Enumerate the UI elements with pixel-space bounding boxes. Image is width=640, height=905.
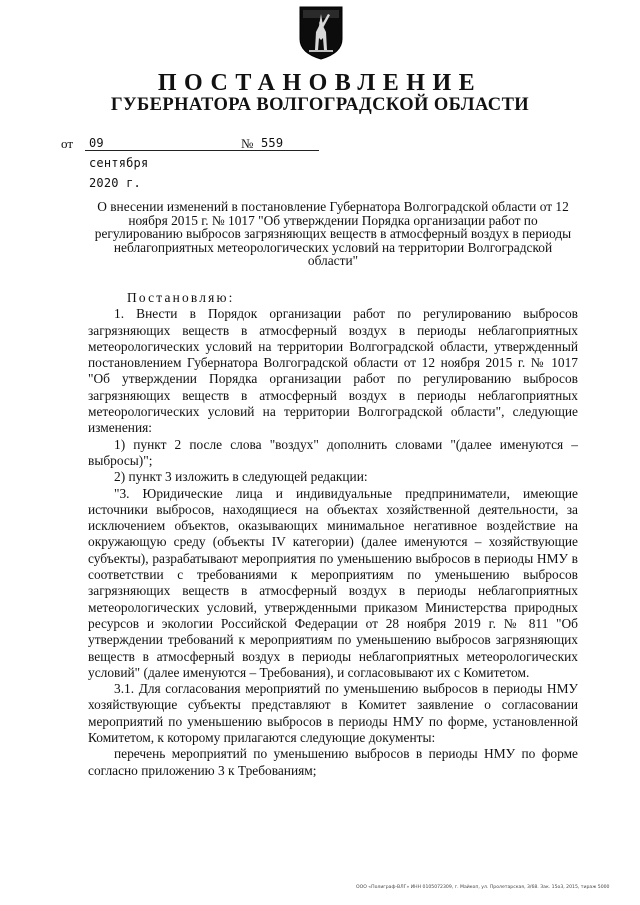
number-underline [257,150,319,151]
document-body [88,290,578,779]
paragraph-6: перечень мероприятий по уменьшению выбросов в периоды НМУ по форме согласно приложению 3 к Требованиям; [88,746,578,778]
intro-line: Постановляю: [127,290,235,305]
volgograd-coat-of-arms-icon [299,6,343,60]
date-value: 09 сентября 2020 г. [89,136,149,190]
paragraph-1: 1. Внести в Порядок организации работ по регулированию выбросов загрязняющих веществ в атмосферный воздух в периоды неблагоприятных метеорологических условий на территории Волгоградской области, утвержденный постановлением Губернатора Волгоградской области от 12 ноября 2015 г. № 1017 "Об утверждении Порядка организации работ по регулированию выбросов загрязняющих веществ в атмосферный воздух в периоды неблагоприятных метеорологических условий на территории Волгоградской области", следующие изменения: [88,306,578,436]
number-value: 559 [261,136,284,150]
paragraph-2: 1) пункт 2 после слова "воздух" дополнить словами "(далее именуются – выбросы)"; [88,436,578,468]
document-subtitle: ГУБЕРНАТОРА ВОЛГОГРАДСКОЙ ОБЛАСТИ [110,95,530,115]
paragraph-4: "3. Юридические лица и индивидуальные предприниматели, имеющие источники выбросов, находящиеся на объектах хозяйственной деятельности, за исключением объектов, оказывающих минимальное негативное воздействие на окружающую среду (объекты IV категории) (далее именуются – хозяйствующие субъекты), разрабатывают мероприятия по уменьшению выбросов в периоды НМУ в соответствии с требованиями к мероприятиям по уменьшению выбросов загрязняющих веществ в атмосферный воздух в периоды неблагоприятных метеорологических условий, утвержденными приказом Министерства природных ресурсов и экологии Российской Федерации от 28 ноября 2019 г. № 811 "Об утверждении требований к мероприятиям по уменьшению выбросов загрязняющих веществ в атмосферный воздух в периоды неблагоприятных метеорологических условий" (далее именуются – Требования), и согласовывают их с Комитетом. [88,485,578,680]
date-underline [85,150,285,151]
paragraph-3: 2) пункт 3 изложить в следующей редакции: [114,469,368,485]
document-subject: О внесении изменений в постановление Губернатора Волгоградской области от 12 ноября 2015 г. № 1017 "Об утверждении Порядка организации работ по регулированию выбросов загрязняющих веществ в атмосферный воздух в периоды неблагоприятных метеорологических условий на территории Волгоградской области" [94,199,572,269]
printer-footer: ООО «Полиграф-ВЛГ» ИНН 0105072309, г. Майкоп, ул. Пролетарская, 3/68. Зак. 15о3, 2015, тираж 5000 [356,885,610,890]
paragraph-5: 3.1. Для согласования мероприятий по уменьшению выбросов в периоды НМУ хозяйствующие субъекты представляют в Комитет заявление о согласовании мероприятий по уменьшению выбросов в периоды НМУ по форме, установленной Комитетом, к которому прилагаются следующие документы: [88,681,578,746]
document-title: ПОСТАНОВЛЕНИЕ [157,70,483,96]
number-label: № [241,136,254,151]
date-label: от [61,136,74,151]
